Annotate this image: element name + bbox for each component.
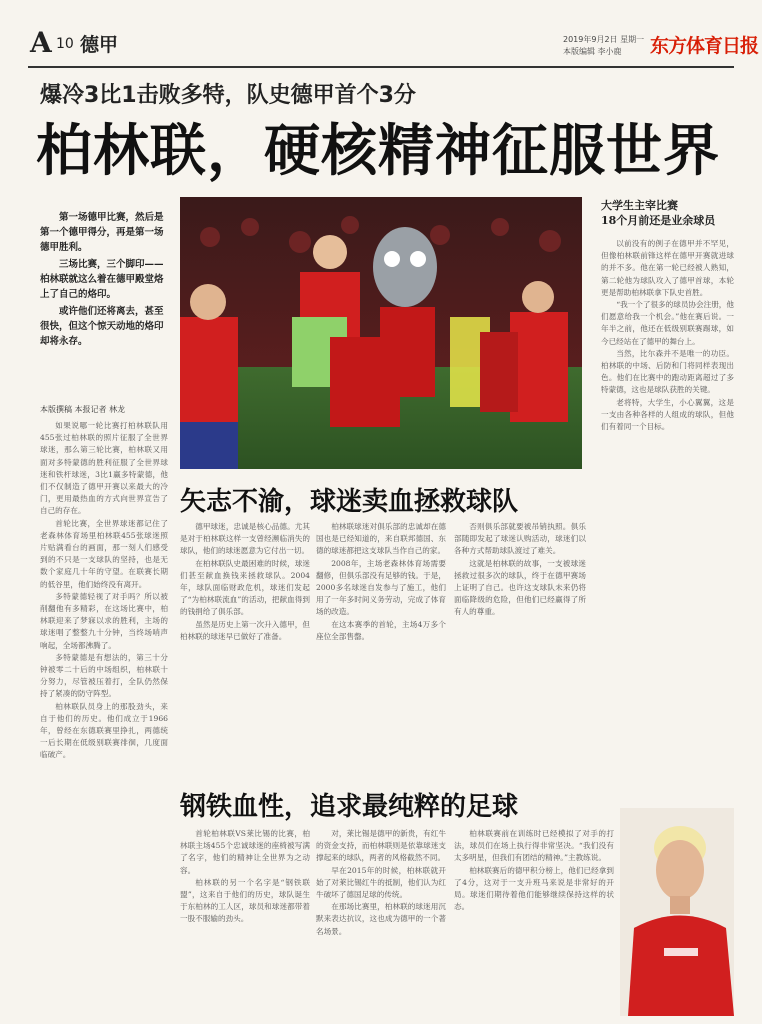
- section2-column-2: [316, 828, 446, 1018]
- body-paragraph: 对，莱比锡是德甲的新贵，有红牛的资金支持，而柏林联则是依靠球迷支撑起来的球队，两者的风格截然不同。: [316, 829, 446, 863]
- article-headline: 柏林联，硬核精神征服世界: [36, 119, 720, 184]
- issue-date: 2019年9月2日 星期一: [563, 35, 645, 44]
- body-paragraph: 柏林联的另一个名字是“钢铁联盟”，这来自于他们的历史，球队诞生于东柏林的工人区，球员和球迷都带着一股不服输的劲头。: [180, 877, 310, 924]
- sidebar-title-text: 大学生主宰比赛 18个月前还是业余球员: [601, 199, 716, 227]
- intro-paragraph: 第一场德甲比赛，然后是第一个德甲得分，再是第一场德甲胜利。: [40, 212, 164, 253]
- section-title: 德甲: [80, 34, 119, 56]
- body-paragraph: 老将特，大学生，小心翼翼，这是一支由各种各样的人组成的球队，但他们有着同一个目标。: [601, 397, 734, 432]
- intro-paragraph: 三场比赛，三个脚印——柏林联就这么着在德甲殿堂烙上了自己的烙印。: [40, 259, 164, 300]
- header-rule: [28, 66, 734, 68]
- body-paragraph: 在那场比赛里，柏林联的球迷用沉默来表达抗议，这也成为德甲的一个著名场景。: [316, 902, 446, 936]
- body-paragraph: 如果说哪一轮比赛打柏林联队用455张过柏林联的照片征服了全世界球迷，那么第三轮比赛，柏林联又用面对多特蒙德的胜利征服了全世界球迷和铁杆球迷，3比1赢多特蒙德，他们不仅制造了德甲开赛以来最大的冷门，更用最热血的方式向世界宣告了自己的存在。: [40, 421, 168, 516]
- sidebar-text: [601, 238, 734, 778]
- body-paragraph: 柏林联赛前在训练时已经模拟了对手的打法，球员们在场上执行得非常坚决。“我们没有太多明星，但我们有团结的精神。”主教练说。: [454, 829, 614, 863]
- body-paragraph: 2008年，主场老森林体育场需要翻修，但俱乐部没有足够的钱。于是，2000多名球迷自发参与了施工，他们用了一年多时间义务劳动，完成了体育场的改造。: [316, 558, 446, 617]
- body-paragraph: 多特蒙德轻视了对手吗？所以被削翻他有多精彩，在这场比赛中，柏林联迎来了梦寐以求的胜利，主场的球迷唱了整整九十分钟，当终场哨声响起，全场都沸腾了。: [40, 591, 168, 650]
- body-paragraph: 虽然是历史上第一次升入德甲，但柏林联的球迷早已做好了准备。: [180, 619, 310, 641]
- body-paragraph: 在柏林联队史最困难的时候，球迷们甚至献血换钱来拯救球队。2004年，球队面临财政危机，球迷们发起了“为柏林联流血”的活动，把献血得到的钱捐给了俱乐部。: [180, 558, 310, 617]
- body-paragraph: 否则俱乐部就要被吊销执照。俱乐部随即发起了球迷认购活动，球迷们以各种方式帮助球队渡过了难关。: [454, 522, 586, 556]
- celebration-photo: [180, 197, 582, 469]
- subheading-fans: 矢志不渝，球迷卖血拯救球队: [180, 487, 519, 517]
- body-paragraph: “我一个了很多的球员协会注册，他们愿意给我一个机会。”他在赛后说。一年半之前，他还在低级别联赛踢球，如今已经站在了德甲的舞台上。: [601, 300, 734, 346]
- section2-column-1: [180, 828, 310, 1018]
- body-paragraph: 柏林联球迷对俱乐部的忠诚却在德国也是已经知道的，来自联邦德国、东德的球迷都把这支球队当作自己的家。: [316, 522, 446, 556]
- page-number: 10: [56, 36, 74, 52]
- body-paragraph: 这就是柏林联的故事，一支被球迷拯救过很多次的球队，终于在德甲赛场上证明了自己。也许这支球队未来仍将面临降级的危险，但他们已经赢得了所有人的尊重。: [454, 558, 586, 617]
- subheading-football: 钢铁血性，追求最纯粹的足球: [180, 792, 519, 822]
- intro-paragraph: 或许他们还将离去，甚至很快，但这个惊天动地的烙印却将永存。: [40, 306, 164, 347]
- article-kicker: 爆冷3比1击败多特，队史德甲首个3分: [40, 83, 416, 108]
- section1-column-1: [180, 521, 310, 776]
- body-paragraph: 德甲球迷，忠诚是核心品德。尤其是对于柏林联这样一支曾经濒临消失的球队，他们的球迷愿意为它付出一切。: [180, 522, 310, 556]
- body-paragraph: 首轮比赛，全世界球迷都记住了老森林体育场里柏林联455张球迷照片贴满看台的画面，那一刻人们感受到的不只是一支球队的坚持，也是无数个家庭几十年的守望。在联赛长期的低谷里，他们始终没有离开。: [40, 518, 168, 589]
- body-paragraph: 以前没有的例子在德甲并不罕见，但像柏林联前锋这样在德甲开赛就进球的并不多。他在第一轮已经被人熟知，第二轮他为球队攻入了德甲首球，本轮更是帮助柏林联拿下队史首胜。: [601, 239, 734, 297]
- body-paragraph: 在这本赛季的首轮，主场4万多个座位全部售罄。: [316, 619, 446, 641]
- section2-column-3: [454, 828, 614, 1018]
- page-editor: 本版编辑 李小鹿: [563, 47, 622, 56]
- body-paragraph: 柏林联队员身上的那股劲头，来自于他们的历史。他们成立于1966年，曾经在东德联赛里挣扎，两德统一后长期在低级别联赛徘徊，几度面临破产。: [40, 701, 168, 760]
- article-intro: [40, 210, 168, 351]
- sidebar-title: [601, 198, 741, 228]
- left-column-text: [40, 420, 168, 1020]
- byline: 本版撰稿 本报记者 林龙: [40, 405, 126, 414]
- body-paragraph: 多特蒙德是有想法的，第三十分钟被零二十后的中场组织，柏林联十分努力，尽管被压着打，全队仍然保持了紧凑的防守阵型。: [40, 652, 168, 699]
- section1-column-2: [316, 521, 446, 776]
- newspaper-brand: 东方体育日报: [650, 35, 759, 57]
- body-paragraph: 当然，比尔森并不是唯一的功臣。柏林联的中场、后防和门将同样表现出色。他们在比赛中的跑动距离超过了多特蒙德，这也是球队获胜的关键。: [601, 348, 734, 395]
- player-portrait-photo: [620, 808, 734, 1016]
- body-paragraph: 早在2015年的时候，柏林联就开始了对莱比锡红牛的抵制，他们认为红牛破坏了德国足球的传统。: [316, 865, 446, 900]
- body-paragraph: 柏林联赛后的德甲积分榜上，他们已经拿到了4分，这对于一支升班马来说是非常好的开局。球迷们期待着他们能够继续保持这样的状态。: [454, 865, 614, 912]
- page-letter: A: [30, 26, 52, 59]
- section1-column-3: [454, 521, 586, 776]
- body-paragraph: 首轮柏林联VS莱比锡的比赛，柏林联主场455个忠诚球迷的座椅被写满了名字，他们的精神让全世界为之动容。: [180, 829, 310, 875]
